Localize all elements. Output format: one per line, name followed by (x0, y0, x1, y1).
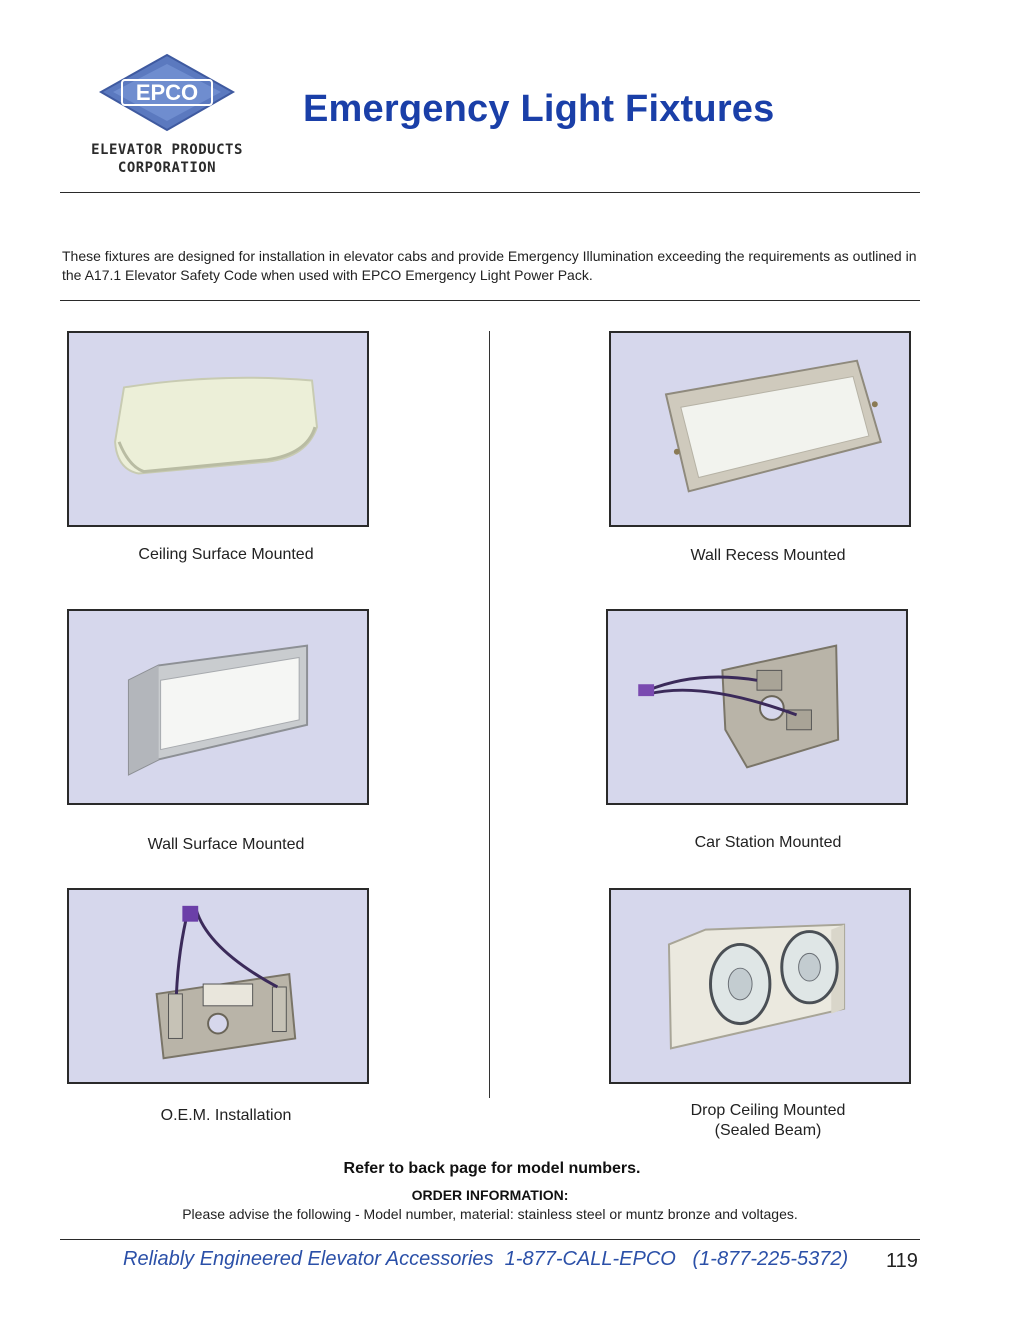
epco-logo (60, 50, 274, 180)
oem-installation-photo (67, 888, 369, 1084)
order-info-heading: ORDER INFORMATION: (411, 1187, 569, 1203)
wall-surface-photo (67, 609, 369, 805)
oem-installation-caption: O.E.M. Installation (160, 1107, 292, 1124)
car-station-photo (606, 609, 908, 805)
wall-recess-photo (609, 331, 911, 527)
footer-tagline: Reliably Engineered Elevator Accessories 1-877-CALL-EPCO (1-877-225-5372) (123, 1248, 849, 1270)
wall-recess-caption: Wall Recess Mounted (690, 547, 846, 564)
page-title: Emergency Light Fixtures (303, 88, 775, 130)
refer-note: Refer to back page for model numbers. (343, 1160, 641, 1177)
intro-paragraph: These fixtures are designed for installation in elevator cabs and provide Emergency Illumination exceeding the requirements as outlined in the A17.1 Elevator Safety Code when used with EPCO Emergency Light Power Pack. (62, 248, 917, 283)
intro-divider (60, 300, 920, 301)
header-divider (60, 192, 920, 193)
logo-line2: CORPORATION (117, 160, 217, 176)
epco-diamond-icon (60, 50, 274, 140)
drop-ceiling-caption-line2: (Sealed Beam) (714, 1122, 822, 1139)
column-divider (489, 331, 490, 1098)
drop-ceiling-caption (609, 1101, 927, 1141)
car-station-caption: Car Station Mounted (694, 834, 842, 851)
ceiling-surface-photo (67, 331, 369, 527)
ceiling-surface-caption: Ceiling Surface Mounted (138, 546, 314, 563)
drop-ceiling-caption-line1: Drop Ceiling Mounted (690, 1102, 846, 1119)
logo-line1: ELEVATOR PRODUCTS (91, 142, 243, 158)
drop-ceiling-photo (609, 888, 911, 1084)
order-info-text: Please advise the following - Model number, material: stainless steel or muntz bronze and voltages. (182, 1206, 798, 1222)
wall-surface-caption: Wall Surface Mounted (147, 836, 305, 853)
page-number: 119 (886, 1250, 918, 1272)
footer-divider (60, 1239, 920, 1240)
logo-badge-text: EPCO (135, 80, 199, 105)
